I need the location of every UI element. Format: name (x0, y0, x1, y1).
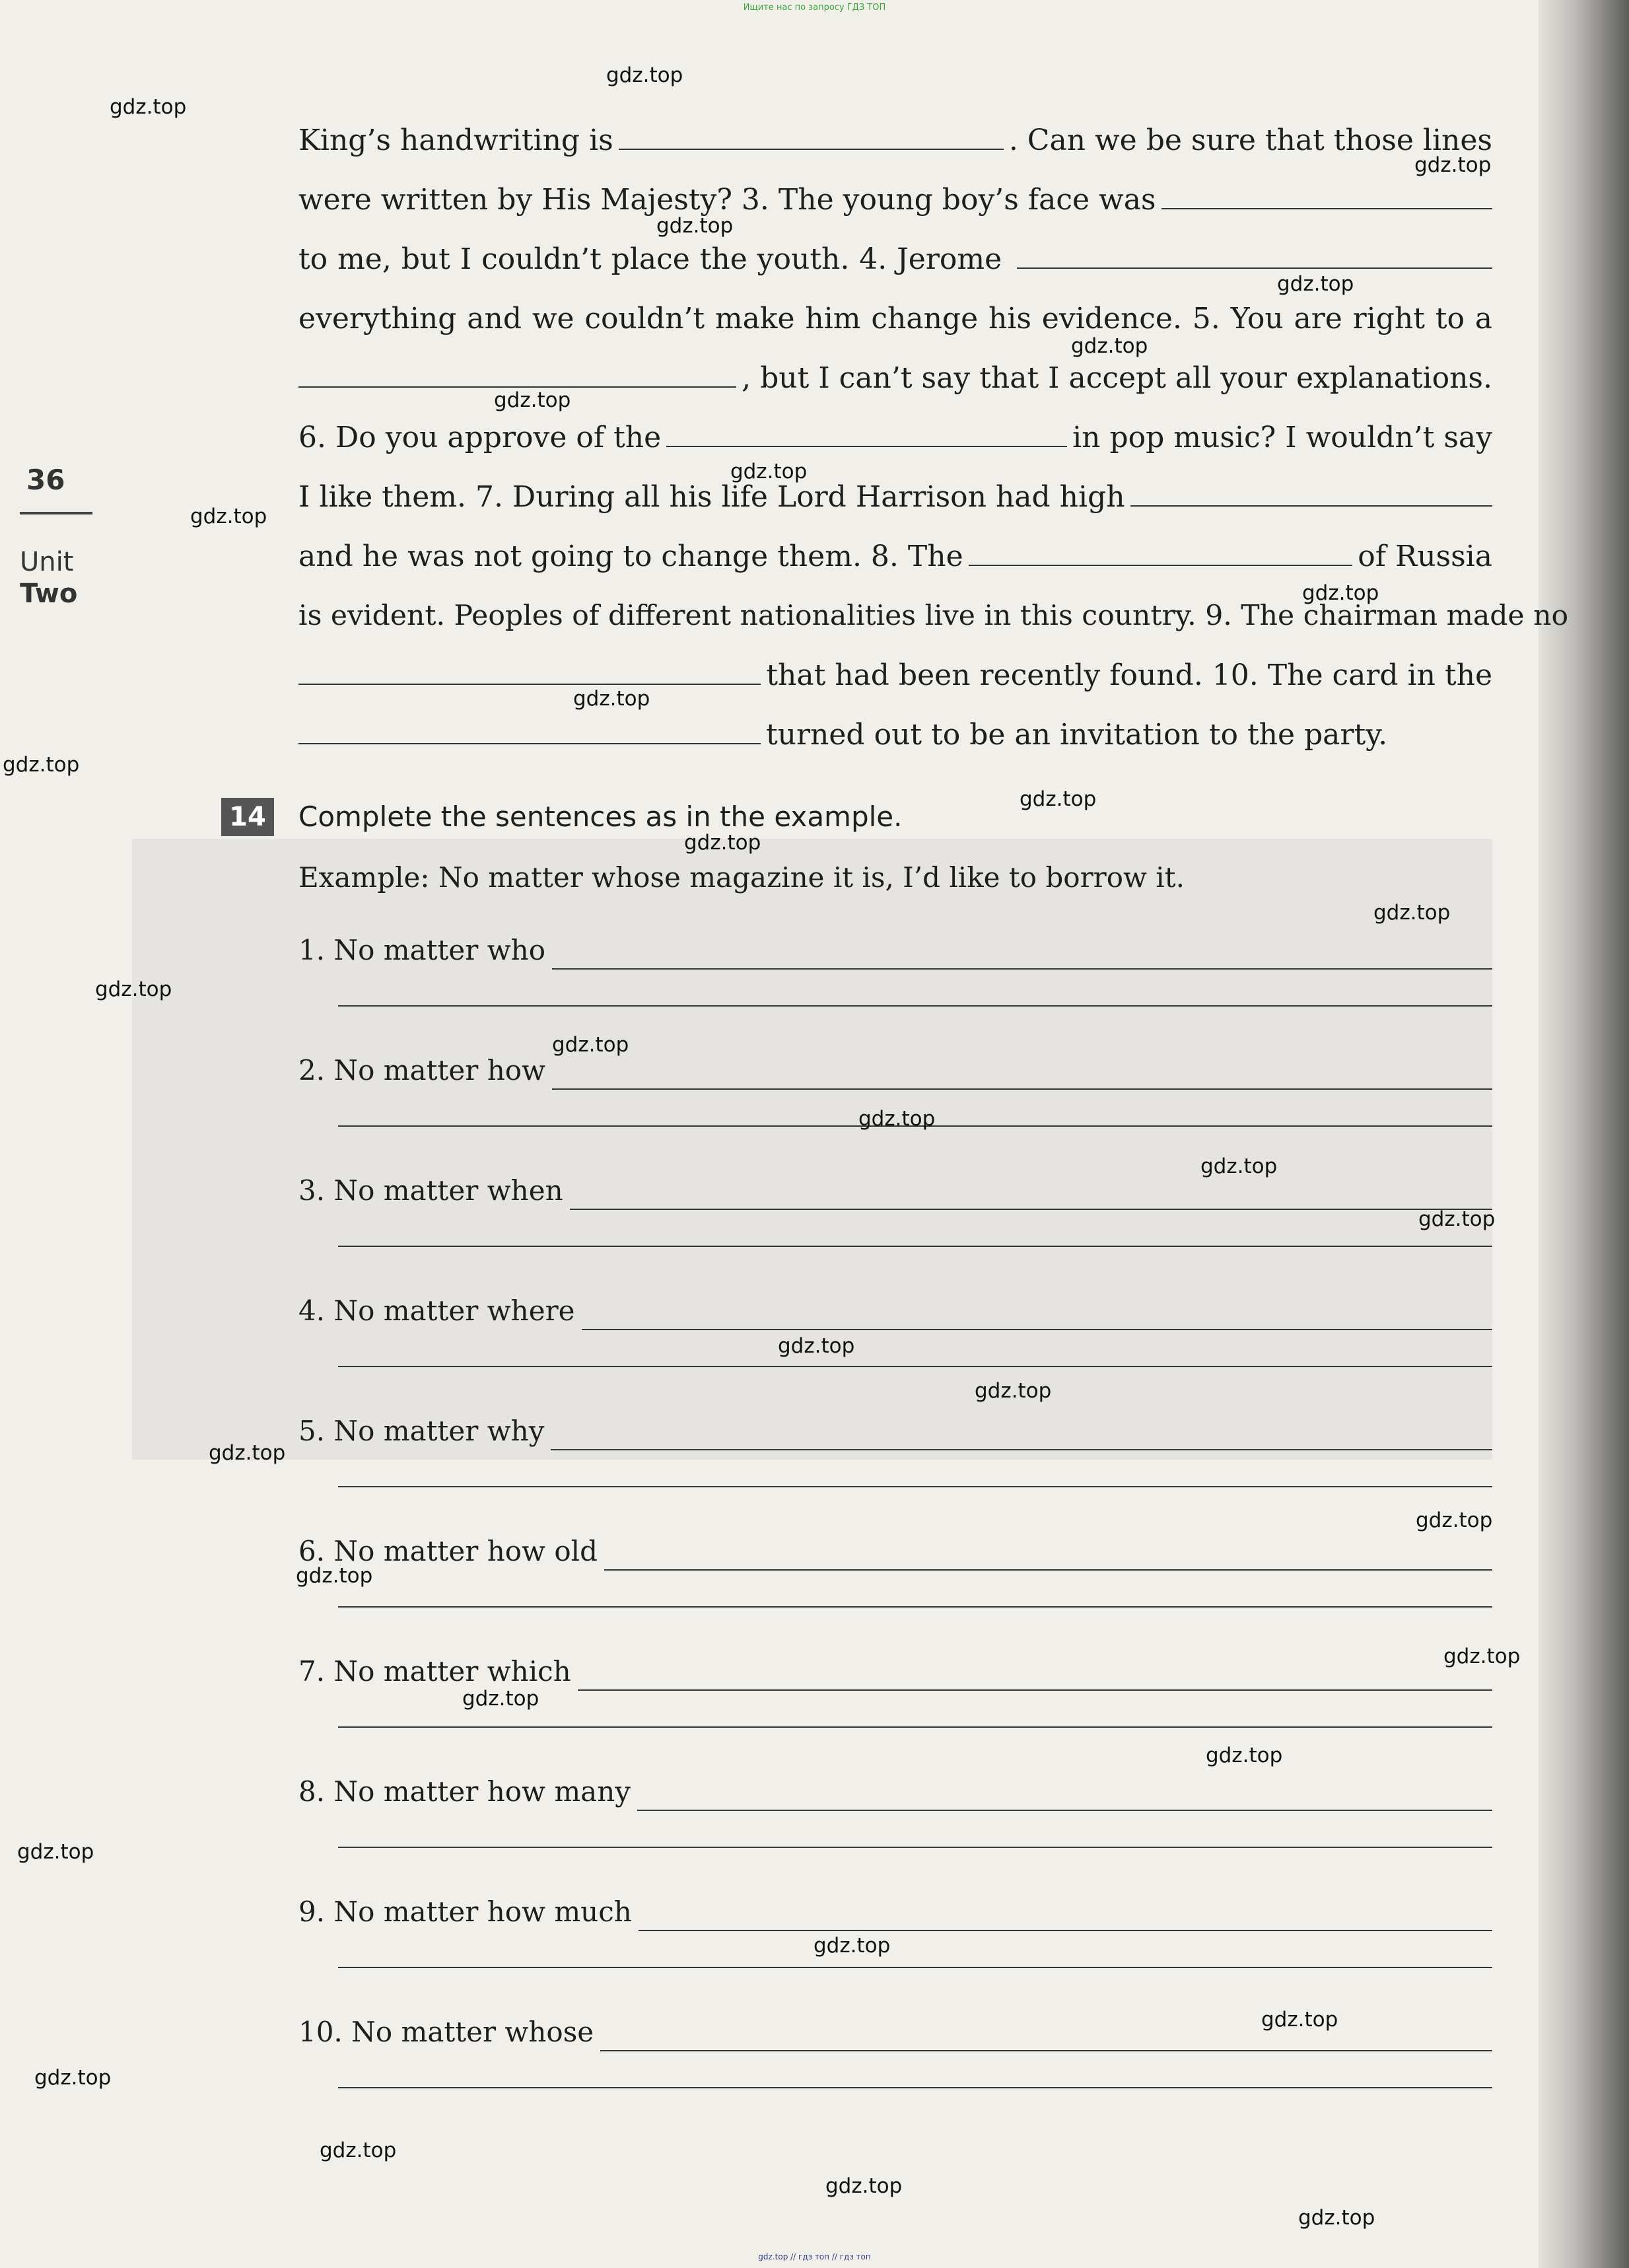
line-text: King’s handwriting is (298, 124, 613, 157)
watermark: gdz.top (1020, 787, 1097, 811)
line-word: him (805, 302, 861, 336)
item-label: 3. No matter when (298, 1174, 563, 1207)
watermark: gdz.top (494, 388, 571, 412)
answer-line[interactable] (338, 1967, 1492, 1968)
watermark: gdz.top (1418, 1207, 1496, 1231)
line-word: place (611, 242, 690, 276)
item-label: 4. No matter where (298, 1294, 575, 1327)
answer-blank[interactable] (1017, 236, 1492, 269)
answer-line[interactable] (552, 1058, 1492, 1090)
line-text: , but I can’t say that I accept all your explanations. (742, 361, 1492, 395)
answer-line[interactable] (552, 938, 1492, 970)
page-number-rule (20, 512, 92, 514)
answer-line[interactable] (582, 1298, 1492, 1330)
line-text: is evident. Peoples of different nationalities live in this country. 9. The chairman made no (298, 600, 1569, 632)
watermark: gdz.top (1071, 334, 1148, 358)
watermark: gdz.top (552, 1033, 629, 1057)
paragraph-line-7 (298, 468, 1492, 527)
answer-line[interactable] (338, 1847, 1492, 1848)
line-text: turned out to be an invitation to the party. (766, 718, 1388, 752)
watermark: gdz.top (190, 505, 267, 528)
exercise-number-badge: 14 (221, 798, 274, 836)
line-word: You (1230, 302, 1284, 336)
answer-line[interactable] (338, 1246, 1492, 1247)
line-word: 5. (1192, 302, 1220, 336)
paragraph-line-10 (298, 646, 1492, 705)
item-label: 9. No matter how much (298, 1896, 632, 1928)
paragraph-line-1 (298, 111, 1492, 170)
line-text: and he was not going to change them. 8. The (298, 540, 963, 573)
watermark: gdz.top (95, 977, 172, 1001)
line-word: his (988, 302, 1031, 336)
exercise-instruction: Complete the sentences as in the example. (298, 800, 903, 833)
line-word: change (871, 302, 979, 336)
exercise-item-9 (298, 1889, 1492, 2011)
watermark: gdz.top (606, 63, 683, 87)
watermark: gdz.top (1206, 1744, 1283, 1767)
answer-line[interactable] (338, 1005, 1492, 1007)
line-word: but (401, 242, 450, 276)
watermark: gdz.top (17, 1840, 94, 1864)
paragraph-line-4 (298, 289, 1492, 349)
answer-blank[interactable] (969, 533, 1353, 566)
watermark: gdz.top (462, 1687, 539, 1711)
answer-line[interactable] (639, 1899, 1492, 1931)
answer-line[interactable] (338, 1486, 1492, 1487)
answer-line[interactable] (600, 2020, 1492, 2051)
item-label: 5. No matter why (298, 1415, 545, 1447)
watermark: gdz.top (1416, 1508, 1493, 1532)
line-word: and (467, 302, 522, 336)
answer-blank[interactable] (298, 355, 736, 388)
watermark: gdz.top (858, 1107, 936, 1131)
line-text: were written by His Majesty? 3. The young boy’s face was (298, 183, 1156, 217)
answer-line[interactable] (578, 1659, 1492, 1691)
item-label: 10. No matter whose (298, 2016, 594, 2048)
answer-line[interactable] (338, 1606, 1492, 1608)
answer-blank[interactable] (1130, 474, 1492, 507)
answer-blank[interactable] (619, 117, 1004, 150)
line-word: couldn’t (584, 302, 705, 336)
watermark: gdz.top (1200, 1154, 1278, 1178)
line-word: the (699, 242, 747, 276)
exercise-item-5 (298, 1408, 1492, 1530)
answer-line[interactable] (604, 1539, 1492, 1571)
line-word: to (1435, 302, 1465, 336)
answer-blank[interactable] (666, 414, 1067, 447)
answer-blank[interactable] (1161, 176, 1492, 209)
line-text: in pop music? I wouldn’t say (1072, 421, 1492, 454)
item-label: 1. No matter who (298, 934, 546, 966)
paragraph-line-6 (298, 408, 1492, 468)
watermark: gdz.top (778, 1334, 855, 1358)
line-word: to (298, 242, 328, 276)
answer-blank[interactable] (298, 652, 761, 685)
item-label: 2. No matter how (298, 1054, 546, 1086)
answer-line[interactable] (338, 1726, 1492, 1728)
line-word: I (460, 242, 472, 276)
answer-line[interactable] (338, 1366, 1492, 1367)
line-text: 6. Do you approve of the (298, 421, 662, 454)
exercise-item-3 (298, 1168, 1492, 1290)
watermark: gdz.top (1277, 272, 1354, 296)
watermark: gdz.top (1443, 1645, 1521, 1668)
line-word: me, (337, 242, 392, 276)
watermark: gdz.top (825, 2174, 903, 2198)
watermark: gdz.top (296, 1564, 373, 1588)
footer-note: gdz.top // гдз топ // гдз топ (758, 2252, 871, 2261)
unit-word: Unit (20, 547, 74, 577)
watermark: gdz.top (975, 1379, 1052, 1403)
line-text: that had been recently found. 10. The card in the (766, 658, 1492, 692)
exercise-item-4 (298, 1288, 1492, 1410)
line-word: a (1474, 302, 1492, 336)
watermark: gdz.top (730, 460, 808, 483)
line-text: . Can we be sure that those lines (1008, 124, 1492, 157)
item-label: 6. No matter how old (298, 1535, 598, 1567)
paragraph-line-11 (298, 705, 1492, 765)
line-word: couldn’t (481, 242, 602, 276)
line-word: Jerome (897, 242, 1002, 276)
watermark: gdz.top (1261, 2008, 1338, 2032)
watermark: gdz.top (34, 2066, 112, 2090)
exercise-item-6 (298, 1528, 1492, 1650)
exercise-item-8 (298, 1769, 1492, 1891)
line-word: we (532, 302, 574, 336)
page-number: 36 (26, 464, 65, 496)
watermark: gdz.top (1414, 153, 1492, 177)
answer-line[interactable] (570, 1178, 1492, 1210)
watermark: gdz.top (656, 214, 734, 238)
unit-number: Two (20, 579, 78, 609)
page-spine-shadow (1539, 0, 1629, 2268)
watermark: gdz.top (814, 1934, 891, 1958)
watermark: gdz.top (1302, 581, 1379, 605)
item-label: 7. No matter which (298, 1655, 571, 1687)
line-word: make (714, 302, 795, 336)
watermark: gdz.top (1298, 2206, 1375, 2230)
item-label: 8. No matter how many (298, 1775, 631, 1808)
line-word: 4. (859, 242, 887, 276)
paragraph-line-8 (298, 527, 1492, 586)
watermark: gdz.top (320, 2139, 397, 2162)
line-word: evidence. (1041, 302, 1182, 336)
answer-blank[interactable] (298, 711, 761, 744)
watermark: gdz.top (110, 95, 187, 119)
exercise-item-1 (298, 927, 1492, 1049)
watermark: gdz.top (684, 831, 761, 855)
answer-line[interactable] (551, 1419, 1492, 1450)
line-word: youth. (757, 242, 850, 276)
watermark: gdz.top (1373, 901, 1451, 925)
watermark: gdz.top (3, 753, 80, 777)
header-note: Ищите нас по запросу ГДЗ ТОП (743, 3, 886, 13)
paragraph-line-5 (298, 349, 1492, 408)
line-text: of Russia (1358, 540, 1492, 573)
watermark: gdz.top (573, 687, 650, 711)
answer-line[interactable] (338, 2087, 1492, 2088)
answer-line[interactable] (637, 1779, 1492, 1811)
line-word: are (1294, 302, 1342, 336)
line-word: everything (298, 302, 457, 336)
watermark: gdz.top (209, 1441, 286, 1465)
paragraph-line-2 (298, 170, 1492, 230)
unit-label (20, 546, 78, 610)
line-word: right (1352, 302, 1425, 336)
exercise-example: Example: No matter whose magazine it is, I’d like to borrow it. (298, 861, 1185, 894)
line-text: I like them. 7. During all his life Lord Harrison had high (298, 480, 1125, 514)
